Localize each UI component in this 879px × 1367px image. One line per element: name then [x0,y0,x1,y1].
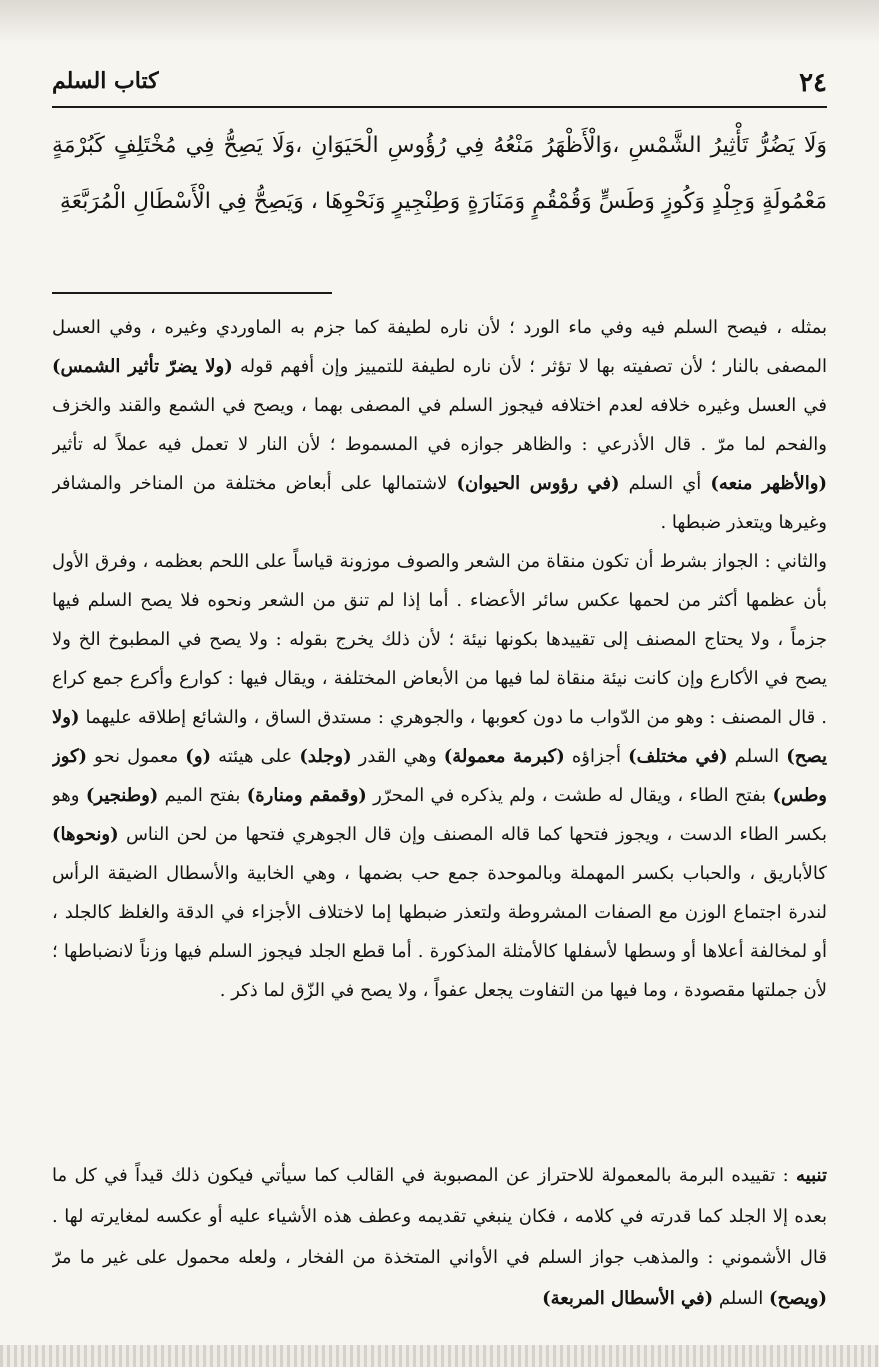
quoted-text: (وجلد) [299,746,352,767]
page-header [52,64,827,108]
text-run: السلم [713,1288,770,1309]
quoted-text: (و) [185,746,212,767]
text-run: معمول نحو [87,746,186,767]
commentary-paragraph-2 [52,542,827,1010]
text-run: على هيئته [211,746,300,767]
quoted-text: (كوز وطس) [52,746,827,806]
quoted-text: (ويصح) [769,1288,827,1309]
note-section [52,1155,827,1345]
quoted-text: (وقمقم ومنارة) [246,785,367,806]
text-run: أجزاؤه [564,746,629,767]
text-run: وهي القدر [351,746,444,767]
note-label: تنبيه [796,1165,827,1186]
text-run: لاشتمالها على أبعاض مختلفة من المناخر والمشافر وغيرها ويتعذر ضبطها . [52,473,827,533]
text-run: بمثله ، فيصح السلم فيه وفي ماء الورد ؛ لأن ناره لطيفة كما جزم به الماوردي وغيره ، وفي العسل المصفى بالنار ؛ لأن تصفيته بها لا تؤثر ؛ لأن ناره لطيفة للتمييز وإن أفهم قوله [52,317,827,377]
text-run: كالأباريق ، والحباب بكسر المهملة وبالموحدة جمع حب بضمها ، وهي الخابية والأسطال الضيقة الرأس لندرة اجتماع الوزن مع الصفات المشروطة ولتعذر ضبطها إما لاختلاف الأجزاء في الدقة والغلظ كالجلد ، أو لمخالفة أعلاها أو وسطها لأسفلها كالأمثلة المذكورة . أما قطع الجلد فيجوز السلم فيها وزناً لانضباطها ؛ لأن جملتها مقصودة ، وما فيها من التفاوت يجعل عفواً ، ولا يصح في الزّق لما ذكر . [52,863,827,1001]
text-run: : تقييده البرمة بالمعمولة للاحتراز عن المصبوبة في القالب كما سيأتي فيكون ذلك قيداً في كل ما بعده إلا الجلد كما قدرته في كلامه ، فكان ينبغي تقديمه وعطف هذه الأشياء عليه أو عكسه لمغايرته لها . قال الأشموني : والمذهب جواز السلم في الأواني المتخذة من الفخار ، ولعله محمول على غير ما مرّ [52,1165,827,1268]
commentary-paragraph-1 [52,308,827,542]
quoted-text: (وطنجير) [85,785,159,806]
scan-top-shadow [0,0,879,44]
quoted-text: (ونحوها) [52,824,119,845]
text-run: أي السلم [619,473,711,494]
quoted-text: (ولا يصح) [52,707,827,767]
quoted-text: (والأظهر منعه) [710,473,827,494]
text-run: بفتح الطاء ، ويقال له طشت ، ولم يذكره في المحرّر [366,785,773,806]
quoted-text: (في الأسطال المربعة) [542,1288,714,1309]
quoted-text: (كبرمة معمولة) [443,746,565,767]
text-run: والثاني : الجواز بشرط أن تكون منقاة من الشعر والصوف موزونة قياساً على اللحم بعظمه ، وفرق الأول بأن عظمها أكثر من لحمها عكس سائر الأعضاء . أما إذا لم تنق من الشعر ونحوه فلا يصح السلم فيها جزماً ، ولا يحتاج المصنف إلى تقييدها بكونها نيئة ؛ لأن ذلك يخرج بقوله : ولا يصح في المطبوخ الخ ولا يصح في الأكارع وإن كانت نيئة منقاة لما فيها من الأبعاض المختلفة ، ويقال فيها : كوارع وأكرع جمع كراع . قال المصنف : وهو من الدّواب ما دون كعوبها ، والجوهري : مستدق الساق ، والشائع إطلاقه عليهما [52,551,827,728]
page-number: ٢٤ [799,68,827,98]
text-run: وهو بكسر الطاء الدست ، ويجوز فتحها كما قاله المصنف وإن قال الجوهري فتحها من لحن الناس [52,785,827,845]
main-text [52,118,827,288]
quoted-text: (في مختلف) [628,746,728,767]
footnote-separator [52,292,332,294]
quoted-text: (في رؤوس الحيوان) [456,473,620,494]
text-run: السلم [727,746,787,767]
scan-bottom-border [0,1345,879,1367]
main-text-body: وَلَا يَضُرُّ تَأْثِيرُ الشَّمْسِ ،وَالْأَظْهَرُ مَنْعُهُ فِي رُؤُوسِ الْحَيَوَانِ ،وَلَا يَصِحُّ فِي مُخْتَلِفٍ كَبُرْمَةٍ مَعْمُولَةٍ وَجِلْدٍ وَكُوزٍ وَطَسٍّ وَقُمْقُمٍ وَمَنَارَةٍ وَطِنْجِيرٍ وَنَحْوِهَا ، وَيَصِحُّ فِي الْأَسْطَالِ الْمُرَبَّعَةِ [52,133,827,214]
commentary [52,308,827,1150]
book-title: كتاب السلم [52,68,159,94]
text-run: بفتح الميم [158,785,247,806]
quoted-text: (ولا يضرّ تأثير الشمس) [52,356,233,377]
text-run: في العسل وغيره خلافه لعدم اختلافه فيجوز السلم في المصفى بهما ، ويصح في الشمع والقند والخزف والفحم لما مرّ . قال الأذرعي : والظاهر جوازه في المسموط ؛ لأن النار لا تعمل فيه عملاً له تأثير [52,395,827,455]
